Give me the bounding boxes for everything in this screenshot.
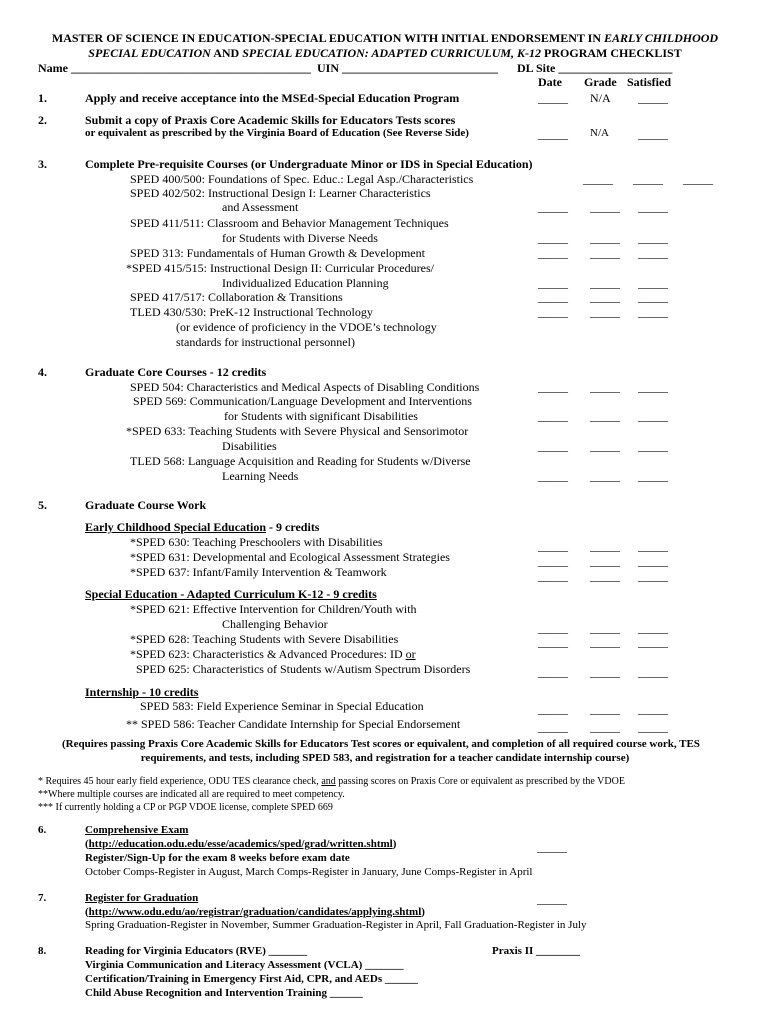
graduation-link[interactable]: http://www.odu.edu/ao/registrar/graduation/candidates/applying.shtml — [88, 906, 422, 918]
child-abuse-line: Child Abuse Recognition and Intervention Training ______ — [85, 987, 363, 999]
int-1-date-blank[interactable]: _____ — [538, 702, 568, 716]
section-2-satisfied-blank[interactable]: _____ — [638, 127, 668, 141]
section-3-number: 3. — [38, 157, 47, 171]
core-course-4-cont: Learning Needs — [222, 469, 299, 483]
section-2-grade: N/A — [590, 127, 609, 139]
section-1-number: 1. — [38, 91, 47, 105]
ec-2-satisfied-blank[interactable]: _____ — [638, 554, 668, 568]
ac-1-date-blank[interactable]: _____ — [538, 621, 568, 635]
internship-subheading: Internship - 10 credits — [85, 685, 199, 699]
prereq-course-2: SPED 402/502: Instructional Design I: Learner Characteristics — [130, 186, 431, 200]
ec-1-grade-blank[interactable]: _____ — [590, 539, 620, 553]
prereq-6-date-blank[interactable]: _____ — [538, 290, 568, 304]
core-3-satisfied-blank[interactable]: _____ — [638, 439, 668, 453]
section-5-heading: Graduate Course Work — [85, 498, 207, 512]
title-line-2: SPECIAL EDUCATION AND SPECIAL EDUCATION: ADAPTED CURRICULUM, K-12 PROGRAM CHECKLIST — [88, 46, 682, 60]
core-course-3-cont: Disabilities — [222, 439, 277, 453]
ac-1-grade-blank[interactable]: _____ — [590, 621, 620, 635]
prereq-2-grade-blank[interactable]: _____ — [590, 200, 620, 214]
ec-2-grade-blank[interactable]: _____ — [590, 554, 620, 568]
ac-course-2: *SPED 628: Teaching Students with Severe Disabilities — [130, 632, 399, 646]
section-4-heading: Graduate Core Courses - 12 credits — [85, 365, 267, 379]
core-2-date-blank[interactable]: _____ — [538, 409, 568, 423]
prereq-4-grade-blank[interactable]: _____ — [590, 246, 620, 260]
section-6-number: 6. — [38, 824, 47, 836]
section-2-line-1: Submit a copy of Praxis Core Academic Skills for Educators Tests scores — [85, 113, 456, 127]
uin-field[interactable]: UIN __________________________ — [317, 61, 499, 75]
core-4-satisfied-blank[interactable]: _____ — [638, 469, 668, 483]
core-1-grade-blank[interactable]: _____ — [590, 380, 620, 394]
prereq-5-satisfied-blank[interactable]: _____ — [638, 276, 668, 290]
footnote-1: * Requires 45 hour early field experience, ODU TES clearance check, and passing scores on Praxis Core or equivalent as prescribed by the VDOE — [38, 776, 625, 787]
prereq-course-2-cont: and Assessment — [222, 200, 299, 214]
core-2-satisfied-blank[interactable]: _____ — [638, 409, 668, 423]
prereq-4-satisfied-blank[interactable]: _____ — [638, 246, 668, 260]
comps-link-line: (http://education.odu.edu/esse/academics/sped/grad/written.shtml) — [85, 838, 397, 850]
section-1-date-blank[interactable]: _____ — [538, 91, 568, 105]
internship-course-2: ** SPED 586: Teacher Candidate Internship for Special Endorsement — [126, 717, 461, 731]
prereq-course-7-note-2: standards for instructional personnel) — [176, 335, 355, 349]
name-field[interactable]: Name ________________________________________ — [38, 61, 311, 75]
prereq-course-4: SPED 313: Fundamentals of Human Growth & Development — [130, 246, 425, 260]
section-6-blank[interactable]: _____ — [537, 840, 567, 854]
int-2-grade-blank[interactable]: _____ — [590, 720, 620, 734]
core-3-grade-blank[interactable]: _____ — [590, 439, 620, 453]
prereq-1-date-blank[interactable]: _____ — [583, 172, 613, 186]
section-5-number: 5. — [38, 498, 47, 512]
ac-course-1-cont: Challenging Behavior — [222, 617, 328, 631]
ec-2-date-blank[interactable]: _____ — [538, 554, 568, 568]
section-2-number: 2. — [38, 113, 47, 127]
core-course-3: *SPED 633: Teaching Students with Severe Physical and Sensorimotor — [126, 424, 469, 438]
ac-3-satisfied-blank[interactable]: _____ — [638, 665, 668, 679]
int-1-satisfied-blank[interactable]: _____ — [638, 702, 668, 716]
int-2-satisfied-blank[interactable]: _____ — [638, 720, 668, 734]
internship-course-1: SPED 583: Field Experience Seminar in Special Education — [140, 699, 424, 713]
prereq-course-5-cont: Individualized Education Planning — [222, 276, 389, 290]
comps-schedule-note: October Comps-Register in August, March Comps-Register in January, June Comps-Register in April — [85, 866, 533, 878]
ac-3-date-blank[interactable]: _____ — [538, 665, 568, 679]
prereq-6-satisfied-blank[interactable]: _____ — [638, 290, 668, 304]
section-6-heading: Comprehensive Exam — [85, 824, 189, 836]
prereq-course-3-cont: for Students with Diverse Needs — [222, 231, 378, 245]
section-3-heading: Complete Pre-requisite Courses (or Undergraduate Minor or IDS in Special Education) — [85, 157, 533, 171]
footnote-2: **Where multiple courses are indicated all are required to meet competency. — [38, 789, 345, 800]
ec-course-1: *SPED 630: Teaching Preschoolers with Disabilities — [130, 535, 383, 549]
prereq-5-grade-blank[interactable]: _____ — [590, 276, 620, 290]
section-7-blank[interactable]: _____ — [537, 892, 567, 906]
prereq-course-6: SPED 417/517: Collaboration & Transitions — [130, 290, 343, 304]
vcla-line: Virginia Communication and Literacy Assessment (VCLA) _______ — [85, 959, 404, 971]
int-1-grade-blank[interactable]: _____ — [590, 702, 620, 716]
core-1-satisfied-blank[interactable]: _____ — [638, 380, 668, 394]
ec-3-grade-blank[interactable]: _____ — [590, 569, 620, 583]
prereq-1-satisfied-blank[interactable]: _____ — [683, 172, 713, 186]
ac-3-grade-blank[interactable]: _____ — [590, 665, 620, 679]
prereq-6-grade-blank[interactable]: _____ — [590, 290, 620, 304]
prereq-course-5: *SPED 415/515: Instructional Design II: Curricular Procedures/ — [126, 261, 434, 275]
section-8-number: 8. — [38, 945, 47, 957]
core-course-2-cont: for Students with significant Disabilities — [224, 409, 418, 423]
ec-subheading: Early Childhood Special Education - 9 credits — [85, 520, 320, 534]
core-4-grade-blank[interactable]: _____ — [590, 469, 620, 483]
section-7-number: 7. — [38, 892, 47, 904]
prereq-3-date-blank[interactable]: _____ — [538, 231, 568, 245]
ac-2-grade-blank[interactable]: _____ — [590, 635, 620, 649]
section-1-text: Apply and receive acceptance into the MSEd-Special Education Program — [85, 91, 460, 105]
core-4-date-blank[interactable]: _____ — [538, 469, 568, 483]
section-4-number: 4. — [38, 365, 47, 379]
section-2-date-blank[interactable]: _____ — [538, 127, 568, 141]
core-course-1: SPED 504: Characteristics and Medical Aspects of Disabling Conditions — [130, 380, 480, 394]
graduation-link-line: (http://www.odu.edu/ao/registrar/graduation/candidates/applying.shtml) — [85, 906, 425, 918]
core-1-date-blank[interactable]: _____ — [538, 380, 568, 394]
ec-1-date-blank[interactable]: _____ — [538, 539, 568, 553]
dl-site-field[interactable]: DL Site ___________________ — [517, 61, 673, 75]
prereq-4-date-blank[interactable]: _____ — [538, 246, 568, 260]
ac-course-1: *SPED 621: Effective Intervention for Children/Youth with — [130, 602, 417, 616]
ac-course-3: *SPED 623: Characteristics & Advanced Procedures: ID or — [130, 647, 416, 661]
first-aid-line: Certification/Training in Emergency First Aid, CPR, and AEDs ______ — [85, 973, 418, 985]
ec-course-2: *SPED 631: Developmental and Ecological Assessment Strategies — [130, 550, 450, 564]
ac-2-satisfied-blank[interactable]: _____ — [638, 635, 668, 649]
ec-1-satisfied-blank[interactable]: _____ — [638, 539, 668, 553]
title-line-1: MASTER OF SCIENCE IN EDUCATION-SPECIAL EDUCATION WITH INITIAL ENDORSEMENT IN EARLY CHILDHOOD — [51, 31, 719, 45]
ec-3-date-blank[interactable]: _____ — [538, 569, 568, 583]
rve-line: Reading for Virginia Educators (RVE) _______ — [85, 945, 308, 957]
section-1-grade: N/A — [590, 91, 611, 105]
prereq-2-date-blank[interactable]: _____ — [538, 200, 568, 214]
requirements-note-line-1: (Requires passing Praxis Core Academic Skills for Educators Test scores or equivalent, and completion of all required course work, TES — [62, 738, 700, 750]
ec-3-satisfied-blank[interactable]: _____ — [638, 569, 668, 583]
prereq-course-7-note-1: (or evidence of proficiency in the VDOE’s technology — [176, 320, 437, 334]
prereq-course-1: SPED 400/500: Foundations of Spec. Educ.: Legal Asp./Characteristics — [130, 172, 474, 186]
prereq-7-satisfied-blank[interactable]: _____ — [638, 305, 668, 319]
footnote-3: *** If currently holding a CP or PGP VDOE license, complete SPED 669 — [38, 802, 333, 813]
ac-1-satisfied-blank[interactable]: _____ — [638, 621, 668, 635]
comps-link[interactable]: http://education.odu.edu/esse/academics/sped/grad/written.shtml — [88, 838, 393, 850]
col-header-grade: Grade — [584, 75, 617, 89]
prereq-3-grade-blank[interactable]: _____ — [590, 231, 620, 245]
core-3-date-blank[interactable]: _____ — [538, 439, 568, 453]
prereq-1-grade-blank[interactable]: _____ — [633, 172, 663, 186]
core-2-grade-blank[interactable]: _____ — [590, 409, 620, 423]
core-course-2: SPED 569: Communication/Language Development and Interventions — [133, 394, 472, 408]
int-2-date-blank[interactable]: _____ — [538, 720, 568, 734]
praxis-ii-line: Praxis II ________ — [492, 945, 580, 957]
core-course-4: TLED 568: Language Acquisition and Reading for Students w/Diverse — [130, 454, 471, 468]
ec-course-3: *SPED 637: Infant/Family Intervention & Teamwork — [130, 565, 387, 579]
prereq-7-date-blank[interactable]: _____ — [538, 305, 568, 319]
ac-2-date-blank[interactable]: _____ — [538, 635, 568, 649]
prereq-7-grade-blank[interactable]: _____ — [590, 305, 620, 319]
section-1-satisfied-blank[interactable]: _____ — [638, 91, 668, 105]
ac-subheading: Special Education - Adapted Curriculum K-12 - 9 credits — [85, 587, 377, 601]
prereq-2-satisfied-blank[interactable]: _____ — [638, 200, 668, 214]
prereq-5-date-blank[interactable]: _____ — [538, 276, 568, 290]
prereq-course-7: TLED 430/530: PreK-12 Instructional Technology — [130, 305, 373, 319]
section-7-heading: Register for Graduation — [85, 892, 199, 904]
requirements-note-line-2: requirements, and tests, including SPED 583, and registration for a teacher candidate internship course) — [140, 752, 630, 764]
prereq-3-satisfied-blank[interactable]: _____ — [638, 231, 668, 245]
comps-register: Register/Sign-Up for the exam 8 weeks before exam date — [85, 852, 350, 864]
col-header-date: Date — [538, 75, 562, 89]
prereq-course-3: SPED 411/511: Classroom and Behavior Management Techniques — [130, 216, 449, 230]
col-header-satisfied: Satisfied — [627, 75, 672, 89]
section-2-line-2: or equivalent as prescribed by the Virginia Board of Education (See Reverse Side) — [85, 127, 469, 139]
graduation-schedule-note: Spring Graduation-Register in November, Summer Graduation-Register in April, Fall Graduation-Register in July — [85, 919, 587, 931]
ac-course-4: SPED 625: Characteristics of Students w/Autism Spectrum Disorders — [136, 662, 471, 676]
